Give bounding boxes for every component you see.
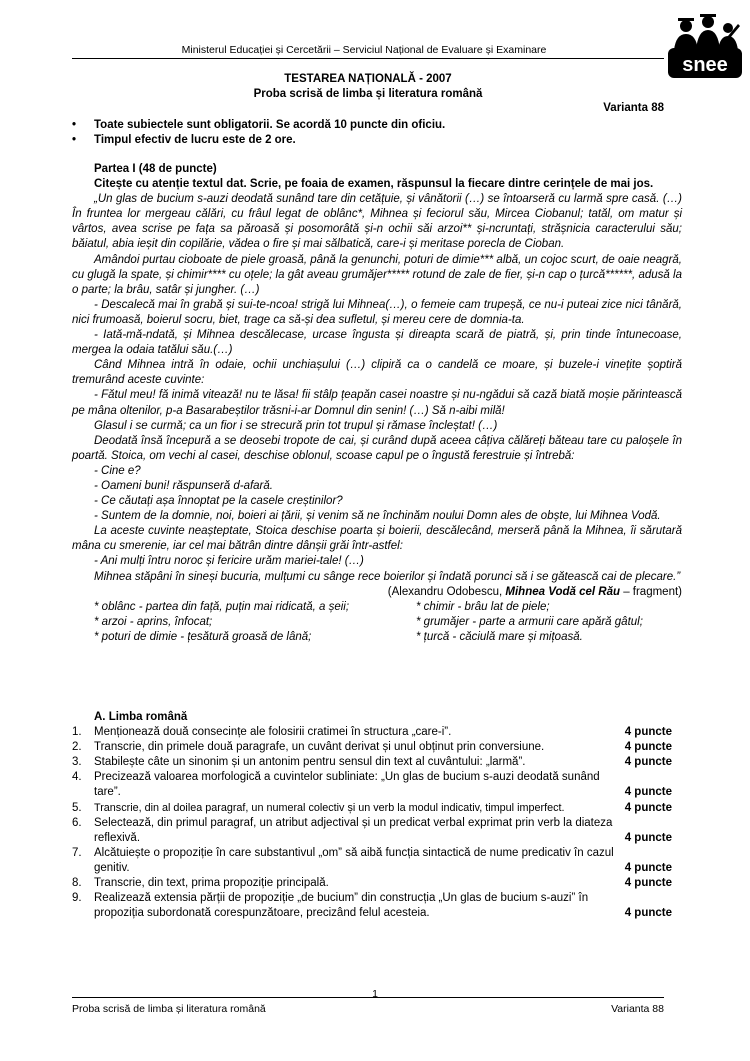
footer-divider (72, 997, 664, 998)
question-item: 9. Realizează extensia părții de propoziție „de bucium” din construcția „Un glas de bucium s-auzi” în propoziția subordonată corespunzătoare, precizând felul acesteia. 4 puncte (72, 891, 672, 921)
question-item: 7. Alcătuiește o propoziție în care substantivul „om” să aibă funcția sintactică de nume predicativ în cazul genitiv. 4 puncte (72, 846, 672, 876)
text-paragraph: Când Mihnea intră în odaie, ochii unchiașului (…) clipiră ca o candelă ce moare, și buzele-i vinețite șoptiră tremurând aceste cuvinte: (72, 359, 682, 387)
text-paragraph: - Suntem de la domnie, noi, boieri ai țării, și venim să ne închinăm noului Domn ales de obște, lui Mihnea Vodă. (94, 510, 661, 523)
text-paragraph: Deodată însă începură a se deosebi tropote de cai, și curând după aceea câțiva călăreți băteau tare cu paloșele în poartă. Stoica, om vechi al casei, deschise oblonul, scoase capul pe o îngustă ferestruie și întrebă: (72, 434, 682, 462)
text-paragraph: - Cine e? (94, 464, 141, 477)
text-paragraph: Amândoi purtau cioboate de piele groasă, până la genunchi, poturi de dimie*** albă, un cojoc scurt, de oaie neagră, cu glugă la spate, și chimir**** cu oțele; la gât aveau grumăjer***** rotund de zale de fier, și-n cap o țurcă******, adusă la o parte; la brâu, satâr și jungher. (…) (72, 253, 682, 296)
question-item: 8. Transcrie, din text, prima propoziție principală. 4 puncte (72, 876, 672, 891)
question-points: 4 puncte (624, 877, 672, 890)
svg-text:snee: snee (682, 54, 728, 76)
title-block (72, 72, 664, 102)
source-work: Mihnea Vodă cel Rău (505, 585, 620, 598)
question-item: 6. Selectează, din primul paragraf, un atribut adjectival și un predicat verbal exprimat prin verb la diateza reflexivă. 4 puncte (72, 816, 672, 846)
question-points: 4 puncte (624, 831, 672, 844)
question-points: 4 puncte (624, 786, 672, 799)
part-title: Partea I (48 de puncte) (94, 163, 217, 175)
text-paragraph: „Un glas de bucium s-auzi deodată sunând tare din cetățuie, și vânătorii (…) se întoarseră cu larmă spre casă. (…) În fruntea lor mergeau călări, cu frâul legat de oblânc*, Mihnea și feciorul său, Mircea Ciobanul; tatăl, om matur și vârtos, avea scrise pe fața sa păroasă și posomorâtă și-n ochii săi arzoi** și-ncruntați, strășnicia caracterului său; băiatul, abia ieșit din copilărie, vădea o fire și mai sălbatică, care-i și meritase porecla de Cioban. (72, 193, 682, 251)
text-paragraph: Glasul i se curmă; ca un fior i se strecură prin tot trupul și rămase încleștat! (…) (94, 419, 498, 432)
text-paragraph: Mihnea stăpâni în sineși bucuria, mulțumi cu sânge rece boierilor și îndată porunci să i se gătească cai de plecare.” (94, 570, 681, 583)
text-paragraph: - Descalecă mai în grabă și sui-te-ncoa! strigă lui Mihnea(…), o femeie cam trupeșă, ce nu-i puteai zice nici tânără, nici frumoasă, boierul socru, biet, trage ca să-și dea sufletul, și mereu cere de domnia-ta. (72, 298, 682, 326)
question-points: 4 puncte (624, 741, 672, 754)
section-a (72, 710, 672, 921)
header-ministry: Ministerul Educației și Cercetării – Serviciul Național de Evaluare și Examinare (181, 44, 547, 56)
text-source: (Alexandru Odobescu, Mihnea Vodă cel Rău – fragment) (387, 585, 682, 598)
footer-variant: Varianta 88 (611, 1003, 664, 1015)
question-item: 5. Transcrie, din al doilea paragraf, un numeral colectiv și un verb la modul indicativ, timpul imperfect. 4 puncte (72, 801, 672, 816)
variant-label: Varianta 88 (603, 102, 664, 114)
glossary-item: * țurcă - căciulă mare și mițoasă. (416, 630, 583, 643)
section-title: A. Limba română (94, 711, 188, 723)
question-item: 1. Menționează două consecințe ale folosirii cratimei în structura „care-i”. 4 puncte (72, 725, 672, 740)
rule-item: • Toate subiectele sunt obligatorii. Se acordă 10 puncte din oficiu. (72, 118, 672, 133)
question-points: 4 puncte (624, 801, 672, 814)
glossary-notes (94, 600, 684, 645)
question-points: 4 puncte (624, 756, 672, 769)
literary-text (72, 192, 682, 584)
text-paragraph: - Fătul meu! fă inimă vitează! nu te lăsa! fii stâlp țeapăn casei noastre și nu-ngădui să cază biată moșie părintească pe mâna oltenilor, p-a Basarabeștilor trăsni-i-ar Domnul din senin! (…) Să n-aibi milă! (72, 389, 682, 417)
question-item: 3. Stabilește câte un sinonim și un antonim pentru sensul din text al cuvântului: „larmă”. 4 puncte (72, 755, 672, 770)
exam-title: TESTAREA NAȚIONALĂ - 2007 (284, 73, 452, 85)
header-divider (72, 58, 664, 59)
question-item: 2. Transcrie, din primele două paragrafe, un cuvânt derivat și unul obținut prin conversiune. 4 puncte (72, 740, 672, 755)
page-number: 1 (372, 988, 378, 1000)
snee-logo (664, 10, 744, 82)
question-points: 4 puncte (624, 907, 672, 920)
glossary-item: * poturi de dimie - țesătură groasă de lână; (94, 630, 312, 643)
glossary-item: * arzoi - aprins, înfocat; (94, 615, 213, 628)
question-item: 4. Precizează valoarea morfologică a cuvintelor subliniate: „Un glas de bucium s-auzi deodată sunând tare”. 4 puncte (72, 770, 672, 800)
exam-subtitle: Proba scrisă de limba și literatura română (253, 88, 483, 100)
footer-title: Proba scrisă de limba și literatura română (72, 1003, 266, 1015)
text-paragraph: - Iată-mă-ndată, și Mihnea descălecase, urcase îngusta și direapta scară de piatră, și, prin tinde întunecoase, mergea la odaia tatălui său.(…) (72, 329, 682, 357)
rules-list (72, 118, 672, 148)
text-paragraph: - Ani mulți întru noroc și fericire urăm mariei-tale! (…) (94, 555, 364, 568)
text-paragraph: - Oameni buni! răspunseră d-afară. (94, 479, 273, 492)
part-one (72, 162, 682, 645)
question-points: 4 puncte (624, 726, 672, 739)
rule-item: • Timpul efectiv de lucru este de 2 ore. (72, 133, 672, 148)
glossary-item: * chimir - brâu lat de piele; (416, 600, 550, 613)
question-points: 4 puncte (624, 861, 672, 874)
text-paragraph: - Ce căutați așa înnoptat pe la casele creștinilor? (94, 495, 343, 508)
glossary-item: * grumăjer - parte a armurii care apără gâtul; (416, 615, 643, 628)
glossary-item: * oblânc - partea din față, puțin mai ridicată, a șeii; (94, 600, 350, 613)
text-paragraph: La aceste cuvinte neașteptate, Stoica deschise poarta și boierii, descălecând, merseră până la Mihnea, îi sărutară mâna cu smerenie, iar cel mai bătrân dintre dânșii grăi într-astfel: (72, 525, 682, 553)
part-instruction: Citește cu atenție textul dat. Scrie, pe foaia de examen, răspunsul la fiecare dintre cerințele de mai jos. (94, 178, 654, 191)
